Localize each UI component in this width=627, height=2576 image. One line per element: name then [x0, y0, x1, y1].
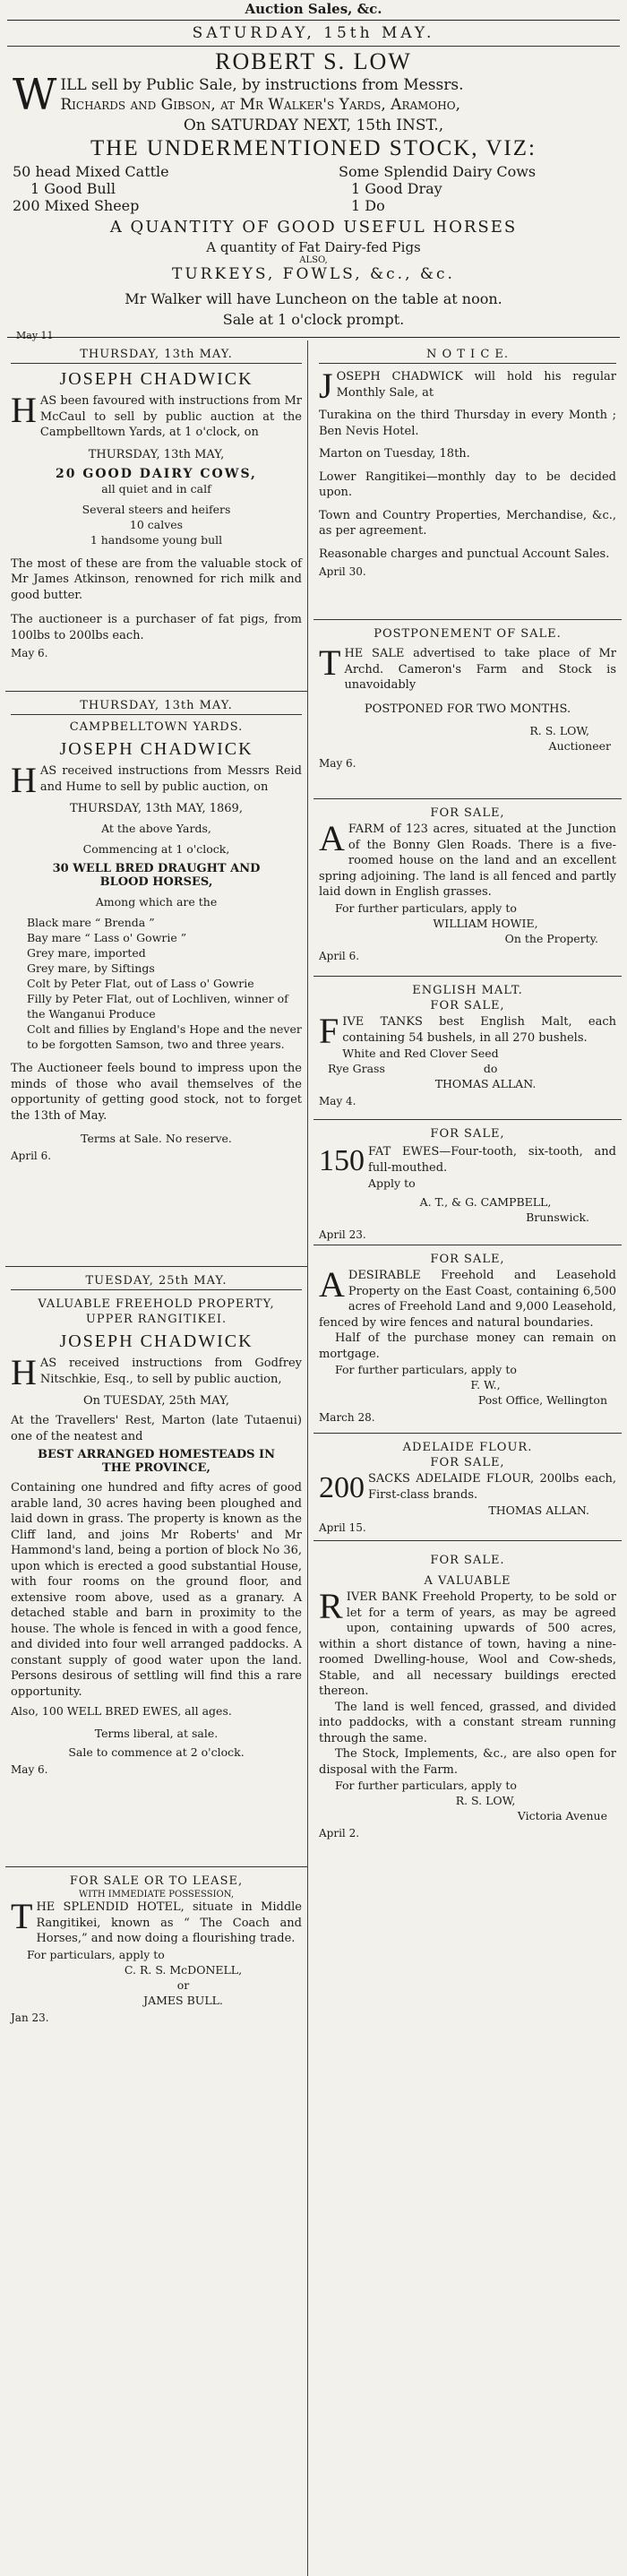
lot-item: 1 handsome young bull [90, 532, 223, 547]
contact-name: C. R. S. McDONELL, [124, 1962, 243, 1977]
top-stock-list [7, 161, 620, 214]
top-sale-time: Sale at 1 o'clock prompt. [222, 311, 405, 328]
drop-cap: H [11, 760, 37, 800]
ad-header: TUESDAY, 25th MAY. [85, 1274, 228, 1288]
ad-subheader: WITH IMMEDIATE POSSESSION, [78, 1890, 235, 1900]
ad-river-bank [314, 1541, 622, 1846]
horse-item: Colt and fillies by England's Hope and the never to be forgotten Samson, two and three years. [27, 1022, 302, 1051]
drop-cap: W [13, 70, 57, 120]
ad-header: ADELAIDE FLOUR. [402, 1441, 533, 1454]
lot-title: BEST ARRANGED HOMESTEADS IN [37, 1448, 276, 1461]
ad-date: May 6. [319, 756, 356, 770]
sale-location: At the Travellers' Rest, Marton (late Tutaenui) one of the neatest and [11, 1414, 302, 1443]
stock-item: 1 Good Bull [30, 180, 116, 197]
ad-paragraph: Containing one hundred and fifty acres of good arable land, 30 acres having been ploughed and laid down in grass. The property is known as the Cliff land, and joins Mr Roberts' and Mr Hammond's land, being a portion of block No 36, upon which is erected a good substantial House, with four rooms on the ground floor, and extensive room above, used as a granary. A detached stable and barn in proximity to the house. The whole is fenced in with a good fence, and divided into four well arranged paddocks. A constant supply of good water upon the land. Persons desirous of settling will find this a rare opportunity. [11, 1481, 302, 1699]
ad-date: April 6. [319, 949, 360, 962]
ad-notice-chadwick [314, 340, 622, 620]
ad-header: FOR SALE OR TO LEASE, [69, 1874, 244, 1888]
ad-line-text: Rye Grass [328, 1062, 385, 1075]
ad-auctioneer-name: JOSEPH CHADWICK [59, 1331, 253, 1351]
ad-header: FOR SALE, [430, 1253, 505, 1266]
ad-body [319, 1586, 616, 1700]
ad-paragraph: The auctioneer is a purchaser of fat pigs, from 100lbs to 200lbs each. [11, 613, 302, 642]
ad-paragraph: The land is well fenced, grassed, and divided into paddocks, with a constant stream running through the same. [319, 1700, 616, 1745]
schedule-line: Marton on Tuesday, 18th. [319, 447, 470, 461]
ad-body [319, 818, 616, 900]
contact-name: WILLIAM HOWIE, [433, 916, 538, 930]
ad-date: April 15. [319, 1521, 366, 1534]
horse-item: Grey mare, by Siftings [27, 961, 155, 975]
ad-chadwick-horses [5, 692, 307, 1267]
ad-header: FOR SALE, [430, 1127, 505, 1141]
lot-subtitle: Among which are the [95, 895, 218, 909]
ad-header: FOR SALE. [430, 1554, 505, 1567]
ad-postponement [314, 620, 622, 799]
ad-header: THURSDAY, 13th MAY. [80, 699, 233, 712]
schedule-line: Town and Country Properties, Merchandise, &c., as per agreement. [319, 508, 616, 538]
horse-item: Filly by Peter Flat, out of Lochliven, winner of the Wanganui Produce [27, 992, 288, 1021]
schedule-line: Lower Rangitikei—monthly day to be decided upon. [319, 470, 616, 499]
top-also: ALSO, [299, 255, 328, 265]
signature: R. S. LOW, [529, 723, 589, 737]
top-intro [7, 70, 620, 120]
ad-subheader: FOR SALE, [430, 1456, 505, 1469]
stock-item: Some Splendid Dairy Cows [339, 163, 537, 180]
top-horses: A QUANTITY OF GOOD USEFUL HORSES [109, 218, 518, 237]
schedule-line: Turakina on the third Thursday in every Month ; Ben Nevis Hotel. [319, 409, 616, 438]
ad-header: N O T I C E. [425, 348, 510, 361]
ad-body [319, 366, 616, 406]
signature: THOMAS ALLAN. [488, 1503, 589, 1517]
ad-body [319, 1011, 616, 1051]
drop-number: 200 [319, 1471, 365, 1504]
stock-item: 50 head Mixed Cattle [13, 163, 169, 180]
ad-date: May 4. [319, 1095, 356, 1107]
ad-date: April 30. [319, 565, 366, 578]
right-column [314, 340, 622, 2576]
contact-or: or [176, 1977, 190, 1992]
ad-body-text: OSEPH CHADWICK will hold his regular Monthly Sale, at [336, 370, 616, 400]
horse-item: Grey mare, imported [27, 946, 146, 960]
apply-line: For further particulars, apply to [335, 1363, 517, 1376]
stock-left [13, 163, 169, 214]
stock-item: 1 Do [351, 197, 385, 214]
lot-title: BLOOD HORSES, [99, 875, 213, 889]
lot-subtitle: all quiet and in calf [101, 481, 211, 495]
drop-cap: T [319, 642, 341, 683]
ad-body [11, 390, 302, 441]
ad-line: White and Red Clover Seed [342, 1047, 499, 1060]
sale-date: THURSDAY, 13th MAY, 1869, [70, 802, 243, 815]
ad-body-text: IVE TANKS best English Malt, each containing 54 bushels, in all 270 bushels. [342, 1015, 616, 1045]
ad-body-text: HE SPLENDID HOTEL, situate in Middle Rangitikei, known as “ The Coach and Horses,” and now doing a flourishing trade. [36, 1900, 302, 1945]
ad-body-text: DESIRABLE Freehold and Leasehold Property on the East Coast, containing 6,500 acres of Freehold Land and 9,000 Leasehold, fenced by wire fences and natural boundaries. [319, 1269, 616, 1330]
contact-name: A. T., & G. CAMPBELL, [419, 1195, 552, 1209]
ad-date: Jan 23. [11, 2011, 49, 2024]
lot-title: 30 WELL BRED DRAUGHT AND [52, 862, 261, 875]
divider [319, 363, 616, 364]
ad-paragraph: The Auctioneer feels bound to impress upon the minds of those who avail themselves of the opportunity of getting good stock, not to forget the 13th of May. [11, 1062, 302, 1123]
divider [7, 46, 620, 47]
signature: THOMAS ALLAN. [434, 1077, 537, 1090]
apply-line: For further particulars, apply to [335, 1779, 517, 1792]
ad-auctioneer-name: JOSEPH CHADWICK [59, 369, 253, 389]
drop-cap: R [319, 1586, 343, 1626]
top-intro-text: ILL sell by Public Sale, by instructions from Messrs. [60, 76, 464, 94]
postponed-line: POSTPONED FOR TWO MONTHS. [364, 702, 571, 716]
stock-item: 1 Good Dray [351, 180, 442, 197]
apply-line: For particulars, apply to [27, 1947, 165, 1961]
drop-cap: T [11, 1896, 33, 1936]
ad-header: POSTPONEMENT OF SALE. [374, 627, 562, 641]
ad-body-text: FAT EWES—Four-tooth, six-tooth, and full-mouthed. [368, 1145, 616, 1175]
apply-line: For further particulars, apply to [335, 900, 517, 915]
divider [11, 363, 302, 364]
horse-item: Bay mare “ Lass o' Gowrie ” [27, 931, 187, 944]
sale-location: At the above Yards, [101, 822, 211, 835]
left-column [5, 340, 308, 2576]
contact-location: On the Property. [504, 931, 598, 945]
ad-body [319, 642, 616, 694]
ad-english-malt [314, 977, 622, 1120]
ad-body-text: IVER BANK Freehold Property, to be sold or let for a term of years, as may be agreed upon, containing upwards of 500 acres, within a short distance of town, having a nine-roomed Dwelling-house, Wool and Cow-sheds, Stable, and all necessary buildings erected thereon. [319, 1590, 616, 1698]
signature-role: Auctioneer [548, 738, 611, 753]
schedule-line: Reasonable charges and punctual Account Sales. [319, 547, 610, 561]
top-auctioneer: ROBERT S. LOW [215, 48, 412, 74]
ad-subheader: FOR SALE, [430, 999, 505, 1012]
ad-subheader: VALUABLE FREEHOLD PROPERTY, [38, 1297, 275, 1311]
stock-right [339, 163, 607, 214]
top-poultry: TURKEYS, FOWLS, &c., &c. [172, 265, 455, 283]
ad-date: April 23. [319, 1228, 366, 1241]
sale-date: On TUESDAY, 25th MAY, [82, 1394, 230, 1408]
stock-item: 200 Mixed Sheep [13, 197, 140, 214]
drop-number: 150 [319, 1144, 365, 1177]
contact-location: Post Office, Wellington [477, 1393, 607, 1407]
ad-body-text: SACKS ADELAIDE FLOUR, 200lbs each, First-class brands. [368, 1472, 616, 1502]
ad-date: May 6. [11, 1763, 48, 1776]
top-heading: THE UNDERMENTIONED STOCK, VIZ: [90, 136, 537, 160]
contact-name: R. S. LOW, [455, 1794, 516, 1807]
top-pigs: A quantity of Fat Dairy-fed Pigs [206, 239, 421, 255]
lot-title: THE PROVINCE, [102, 1461, 210, 1475]
ad-paragraph: Half of the purchase money can remain on mortgage. [319, 1331, 616, 1361]
ad-paragraph: The most of these are from the valuable stock of Mr James Atkinson, renowned for rich milk and good butter. [11, 556, 302, 602]
drop-cap: H [11, 390, 37, 430]
lot-title: 20 GOOD DAIRY COWS, [56, 466, 257, 481]
ad-hotel-sale [5, 1867, 307, 2136]
masthead: Auction Sales, &c. [245, 1, 382, 17]
ad-chadwick-freehold [5, 1267, 307, 1867]
divider [11, 1289, 302, 1290]
ad-body [11, 1896, 302, 1947]
ad-body-text: FARM of 123 acres, situated at the Junction of the Bonny Glen Roads. There is a five-roomed house on the land and an excellent spring adjoining. The land is all fenced and partly laid down in English grasses. [319, 823, 616, 899]
contact-name: JAMES BULL. [143, 1993, 223, 2007]
drop-cap: J [319, 366, 333, 406]
ad-header: THURSDAY, 13th MAY. [80, 348, 233, 361]
horse-item: Black mare “ Brenda ” [27, 916, 155, 929]
ad-body [11, 760, 302, 800]
top-date: May 11 [16, 330, 54, 341]
ad-auctioneer-name: JOSEPH CHADWICK [59, 739, 253, 759]
ad-date: May 6. [11, 647, 48, 659]
ad-body [319, 1264, 616, 1331]
ad-body [319, 1144, 616, 1176]
ad-chadwick-dairy-cows [5, 340, 307, 692]
ditto: do [483, 1062, 498, 1075]
ad-date: April 6. [11, 1150, 52, 1162]
sale-terms: Terms at Sale. No reserve. [81, 1132, 232, 1145]
ad-body-text: AS been favoured with instructions from Mr McCaul to sell by public auction at the Campbelltown Yards, at 1 o'clock, on [39, 394, 302, 439]
ad-body-text: AS received instructions from Godfrey Nitschkie, Esq., to sell by public auction, [39, 1357, 302, 1386]
contact-name: F. W., [470, 1378, 501, 1391]
drop-cap: H [11, 1352, 37, 1392]
ad-body-text: AS received instructions from Messrs Reid and Hume to sell by public auction, on [39, 764, 302, 794]
ad-subheader: CAMPBELLTOWN YARDS. [69, 720, 244, 734]
ad-subheader: UPPER RANGITIKEI. [85, 1313, 228, 1326]
ad-east-coast-property [314, 1245, 622, 1434]
top-luncheon: Mr Walker will have Luncheon on the table at noon. [125, 290, 502, 307]
ad-date: March 28. [319, 1411, 375, 1424]
sale-date: THURSDAY, 13th MAY, [88, 447, 225, 461]
ad-adelaide-flour [314, 1434, 622, 1541]
top-advertisement [7, 20, 620, 341]
ad-body [11, 1352, 302, 1392]
lot-item: Several steers and heifers [82, 502, 231, 516]
top-on-line: On SATURDAY NEXT, 15th INST., [183, 116, 444, 134]
ad-paragraph: The Stock, Implements, &c., are also open for disposal with the Farm. [319, 1747, 616, 1777]
contact-location: Victoria Avenue [517, 1809, 607, 1822]
drop-cap: A [319, 818, 345, 858]
ad-date: April 2. [319, 1827, 360, 1839]
lot-item: 10 calves [129, 517, 184, 531]
divider [11, 714, 302, 715]
horse-list [11, 915, 302, 1052]
drop-cap: A [319, 1264, 345, 1305]
sale-time: Commencing at 1 o'clock, [82, 842, 230, 856]
sale-terms: Terms liberal, at sale. [94, 1727, 219, 1740]
ad-subheader: A VALUABLE [424, 1574, 511, 1588]
ad-body [319, 1471, 616, 1503]
ad-header: ENGLISH MALT. [412, 984, 523, 997]
top-intro-line2: Richards and Gibson, at Mr Walker's Yards, Aramoho, [60, 96, 460, 114]
sale-time: Sale to commence at 2 o'clock. [68, 1745, 245, 1759]
contact-location: Brunswick. [526, 1210, 589, 1224]
ad-header: FOR SALE, [430, 806, 505, 820]
ad-body-text: HE SALE advertised to take place of Mr Archd. Cameron's Farm and Stock is unavoidably [344, 647, 616, 692]
ad-fat-ewes [314, 1120, 622, 1245]
drop-cap: F [319, 1011, 339, 1051]
ad-line [319, 1061, 616, 1076]
top-date-line: SATURDAY, 15th MAY. [192, 24, 435, 42]
ad-also: Also, 100 WELL BRED EWES, all ages. [11, 1704, 232, 1718]
horse-item: Colt by Peter Flat, out of Lass o' Gowrie [27, 977, 254, 990]
ad-farm-for-sale [314, 799, 622, 977]
apply-line: Apply to [368, 1176, 416, 1190]
